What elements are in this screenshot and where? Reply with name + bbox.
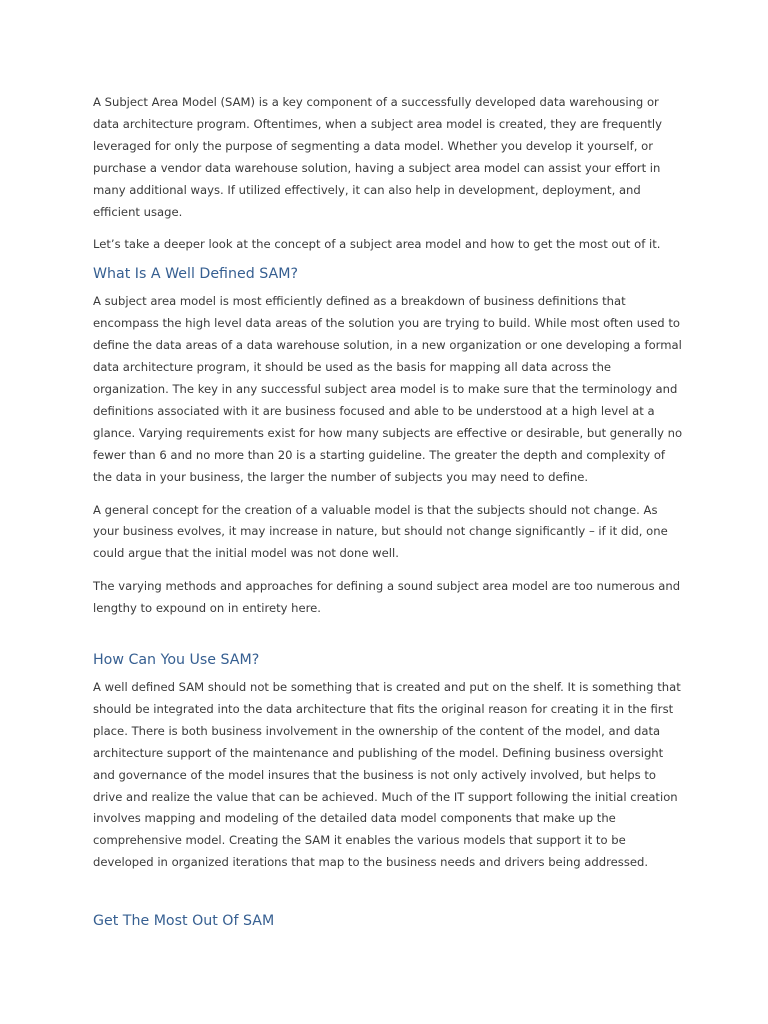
paragraph-intro: A Subject Area Model (SAM) is a key component of a successfully developed data warehousing or data architecture program. Oftentimes, when a subject area model is created, they are frequently leveraged for only the purpose of segmenting a data model. Whether you develop it yourself, or purchase a vendor data warehouse solution, having a subject area model can assist your effort in many additional ways. If utilized effectively, it can also help in development, deployment, and efficient usage. <box>93 95 662 219</box>
paragraph-intro-followup: Let’s take a deeper look at the concept of a subject area model and how to get the most out of it. <box>93 237 661 252</box>
heading-how-use-sam: How Can You Use SAM? <box>93 652 260 669</box>
heading-what-is-sam: What Is A Well Defined SAM? <box>93 266 298 283</box>
paragraph-definition: A subject area model is most efficiently defined as a breakdown of business definitions that encompass the high level data areas of the solution you are trying to build. While most often used to define the data areas of a data warehouse solution, in a new organization or one developing a formal data architecture program, it should be used as the basis for mapping all data across the organization. The key in any successful subject area model is to make sure that the terminology and definitions associated with it are business focused and able to be understood at a high level at a glance. Varying requirements exist for how many subjects are effective or desirable, but generally no fewer than 6 and no more than 20 is a starting guideline. The greater the depth and complexity of the data in your business, the larger the number of subjects you may need to define. <box>93 294 683 484</box>
document-body <box>93 92 683 938</box>
heading-get-most-out: Get The Most Out Of SAM <box>93 913 275 930</box>
paragraph-general-concept: A general concept for the creation of a valuable model is that the subjects should not change. As your business evolves, it may increase in nature, but should not change significantly – if it did, one could argue that the initial model was not done well. <box>93 502 668 561</box>
paragraph-usage: A well defined SAM should not be something that is created and put on the shelf. It is something that should be integrated into the data architecture that fits the original reason for creating it in the first place. There is both business involvement in the ownership of the content of the model, and data architecture support of the maintenance and publishing of the model. Defining business oversight and governance of the model insures that the business is not only actively involved, but helps to drive and realize the value that can be achieved. Much of the IT support following the initial creation involves mapping and modeling of the detailed data model components that make up the comprehensive model. Creating the SAM it enables the various models that support it to be developed in organized iterations that map to the business needs and drivers being addressed. <box>93 680 681 870</box>
paragraph-methods: The varying methods and approaches for defining a sound subject area model are too numerous and lengthy to expound on in entirety here. <box>93 579 681 616</box>
